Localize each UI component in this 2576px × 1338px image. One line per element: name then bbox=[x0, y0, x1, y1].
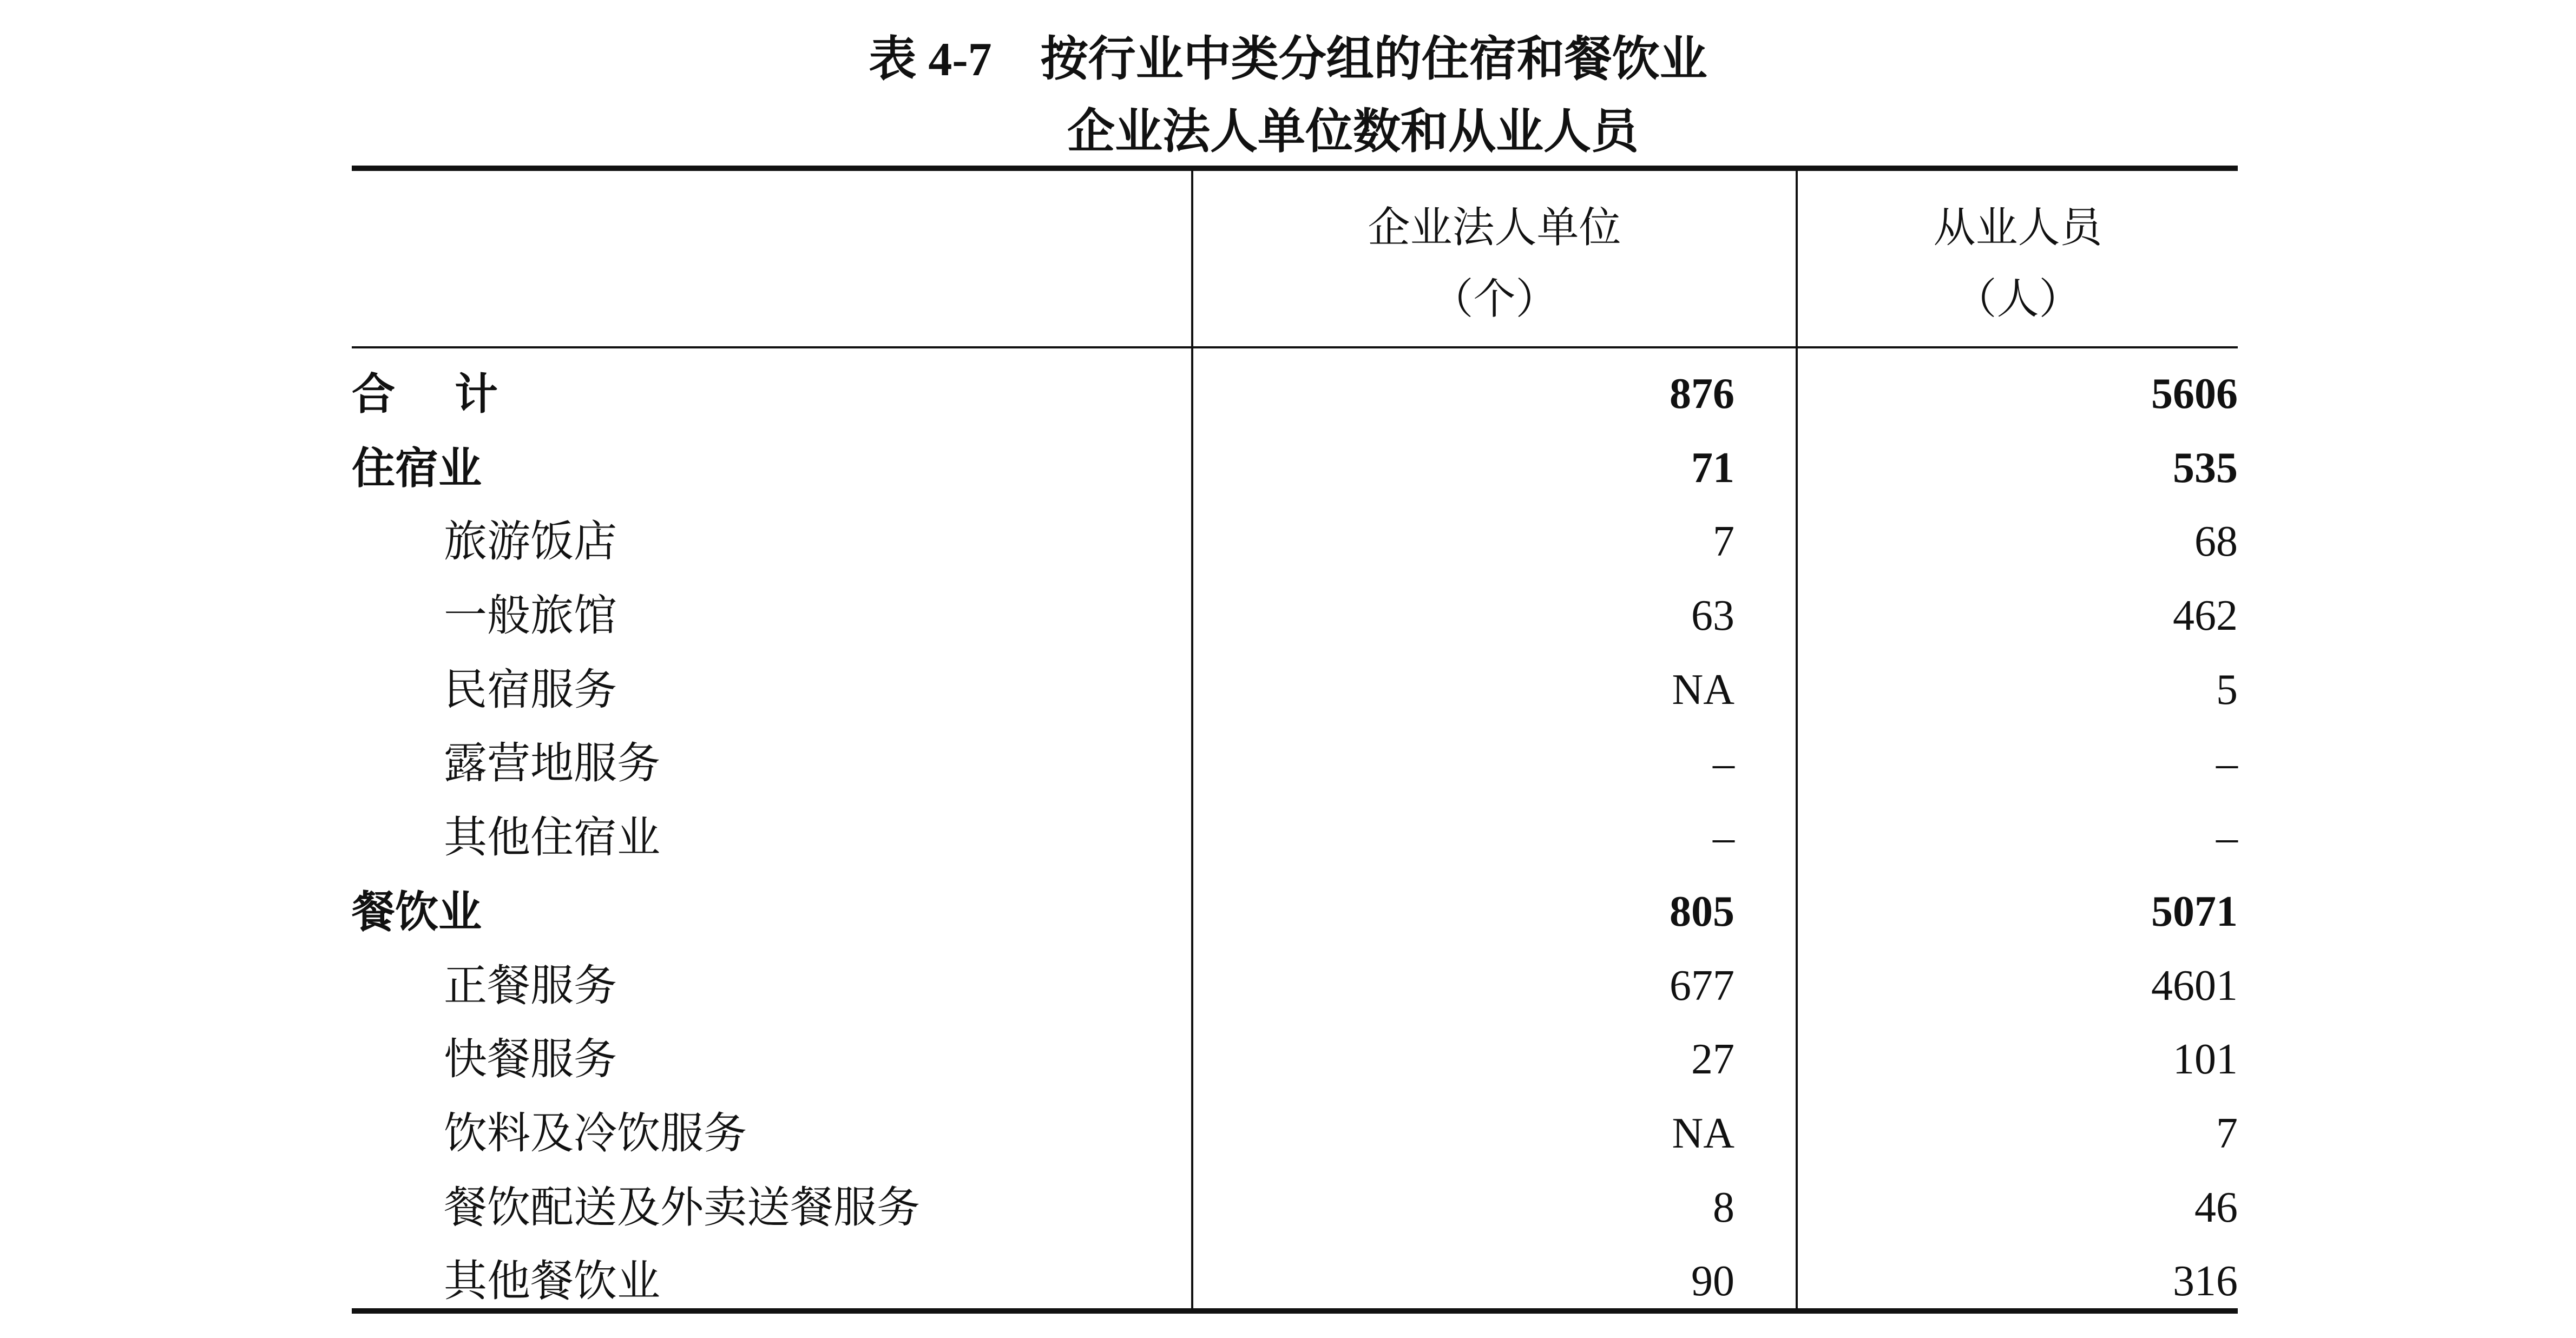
table-title-line-1: 按行业中类分组的住宿和餐饮业 bbox=[1040, 30, 1707, 87]
table-row bbox=[352, 1023, 2238, 1097]
row-employees: 316 bbox=[2173, 1257, 2238, 1306]
row-employees: – bbox=[2216, 814, 2238, 862]
row-label: 住宿业 bbox=[352, 442, 482, 493]
table-row bbox=[352, 1171, 2238, 1245]
row-employees: 535 bbox=[2173, 444, 2238, 492]
table-number: 表 4-7 bbox=[869, 34, 992, 86]
table-row bbox=[352, 579, 2238, 653]
row-employees: 5606 bbox=[2151, 370, 2238, 418]
header-rule bbox=[352, 346, 2238, 348]
table-row bbox=[352, 505, 2238, 579]
row-label: 正餐服务 bbox=[444, 960, 617, 1011]
row-employees: 4601 bbox=[2151, 961, 2238, 1010]
table-title-line-2-wrap bbox=[0, 104, 2576, 158]
row-employees: 5071 bbox=[2151, 887, 2238, 935]
row-label: 旅游饭店 bbox=[444, 516, 617, 567]
row-label: 饮料及冷饮服务 bbox=[444, 1108, 747, 1158]
header-units-label: 企业法人单位 bbox=[1368, 203, 1621, 252]
table-body bbox=[352, 357, 2238, 1319]
table-row-catering bbox=[352, 875, 2238, 949]
row-units: NA bbox=[1672, 1109, 1734, 1157]
row-units: 8 bbox=[1713, 1183, 1734, 1231]
row-units: 805 bbox=[1670, 887, 1734, 935]
header-units bbox=[1193, 192, 1796, 335]
table-row bbox=[352, 1097, 2238, 1171]
row-units: – bbox=[1713, 740, 1734, 788]
row-employees: 5 bbox=[2216, 665, 2238, 714]
table-row bbox=[352, 727, 2238, 801]
row-label: 合计 bbox=[352, 368, 557, 419]
row-units: 876 bbox=[1670, 370, 1734, 418]
header-employees-unit: （人） bbox=[1954, 275, 2081, 324]
row-units: 27 bbox=[1691, 1036, 1734, 1084]
table-row bbox=[352, 1244, 2238, 1319]
top-rule bbox=[352, 166, 2238, 171]
header-employees-label: 从业人员 bbox=[1933, 203, 2102, 252]
row-employees: 7 bbox=[2216, 1109, 2238, 1157]
row-units: 7 bbox=[1713, 518, 1734, 566]
row-label: 餐饮配送及外卖送餐服务 bbox=[444, 1182, 920, 1232]
table-title bbox=[0, 31, 2576, 87]
row-employees: 462 bbox=[2173, 592, 2238, 640]
table-row bbox=[352, 653, 2238, 727]
table-row-total bbox=[352, 357, 2238, 431]
row-label: 其他住宿业 bbox=[444, 812, 660, 863]
row-units: – bbox=[1713, 814, 1734, 862]
table-row bbox=[352, 801, 2238, 875]
row-units: 677 bbox=[1670, 961, 1734, 1010]
table-title-line-2: 企业法人单位数和从业人员 bbox=[1067, 103, 1639, 159]
row-units: 90 bbox=[1691, 1257, 1734, 1306]
row-label: 一般旅馆 bbox=[444, 590, 617, 641]
table-row bbox=[352, 949, 2238, 1023]
table-row-accommodation bbox=[352, 431, 2238, 505]
row-label: 其他餐饮业 bbox=[444, 1256, 660, 1307]
row-employees: 101 bbox=[2173, 1036, 2238, 1084]
row-units: 71 bbox=[1691, 444, 1734, 492]
row-employees: 46 bbox=[2194, 1183, 2238, 1231]
header-employees bbox=[1798, 192, 2238, 335]
row-label: 餐饮业 bbox=[352, 886, 482, 937]
row-units: 63 bbox=[1691, 592, 1734, 640]
row-label: 民宿服务 bbox=[444, 664, 617, 715]
row-employees: – bbox=[2216, 740, 2238, 788]
row-label: 快餐服务 bbox=[444, 1034, 617, 1085]
row-employees: 68 bbox=[2194, 518, 2238, 566]
row-label: 露营地服务 bbox=[444, 738, 660, 789]
header-units-unit: （个） bbox=[1431, 275, 1558, 324]
row-units: NA bbox=[1672, 665, 1734, 714]
